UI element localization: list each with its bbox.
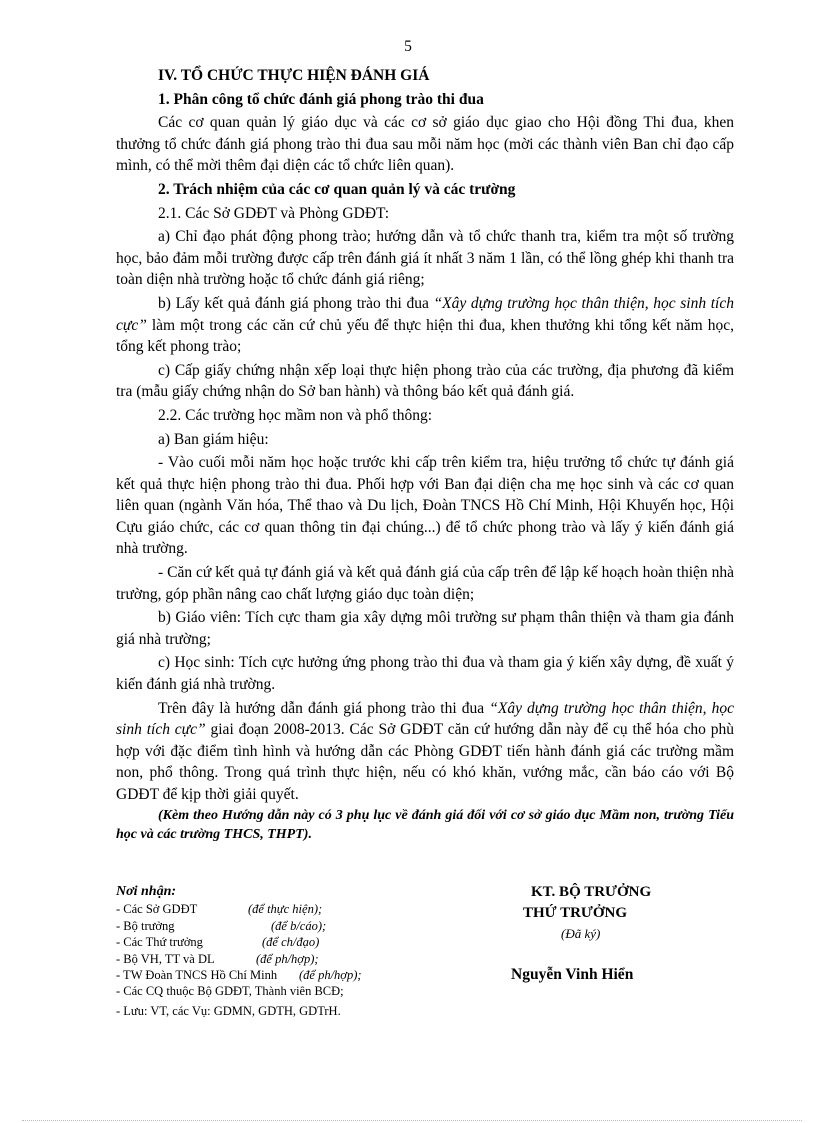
attachment-note: (Kèm theo Hướng dẫn này có 3 phụ lục về đánh giá đối với cơ sở giáo dục Mầm non, trường Tiểu học và các trường THCS, THPT).	[116, 807, 734, 842]
recipient-row	[116, 918, 446, 934]
recipient-name: - Các Thứ trưởng	[116, 935, 203, 950]
page-number: 5	[404, 38, 412, 55]
recipient-row	[116, 967, 446, 983]
section-2-2-item-b: b) Giáo viên: Tích cực tham gia xây dựng môi trường sư phạm thân thiện và tham gia đánh giá nhà trường;	[116, 609, 734, 648]
signature-subtitle: THỨ TRƯỞNG	[523, 905, 628, 921]
recipients-title: Nơi nhận:	[116, 884, 177, 899]
item-b-text-pre: b) Lấy kết quả đánh giá phong trào thi đua	[158, 294, 434, 312]
recipient-role: (để b/cáo);	[271, 918, 327, 933]
recipient-role: (để ph/hợp);	[256, 951, 319, 966]
recipient-name: - Bộ trưởng	[116, 918, 175, 933]
section-2-1-title: 2.1. Các Sở GDĐT và Phòng GDĐT:	[158, 204, 390, 222]
section-2-2-item-a2: - Căn cứ kết quả tự đánh giá và kết quả đánh giá của cấp trên để lập kế hoạch hoàn thiện nhà trường, góp phần nâng cao chất lượng giáo dục toàn diện;	[116, 564, 734, 603]
recipient-row	[116, 951, 446, 967]
recipient-role: (để ch/đạo)	[262, 935, 320, 950]
subsection-1-title: 1. Phân công tổ chức đánh giá phong trào thi đua	[158, 90, 484, 108]
page-bottom-divider	[22, 1120, 802, 1121]
closing-quote: “Xây dựng trường học thân thiện, học sinh tích cực”	[116, 699, 734, 739]
recipient-row	[116, 901, 446, 917]
subsection-1-paragraph: Các cơ quan quản lý giáo dục và các cơ sở giáo dục giao cho Hội đồng Thi đua, khen thưởng tổ chức đánh giá phong trào thi đua sau mỗi năm học (mời các thành viên Ban chỉ đạo cấp mình, có thể mời thêm đại diện các tổ chức liên quan).	[116, 114, 734, 175]
section-2-1-item-c: c) Cấp giấy chứng nhận xếp loại thực hiện phong trào của các trường, địa phương đã kiểm tra (mẫu giấy chứng nhận do Sở ban hành) và thông báo kết quả đánh giá.	[116, 361, 734, 401]
recipient-name: - Bộ VH, TT và DL	[116, 951, 215, 966]
document-footer	[116, 884, 736, 1034]
closing-text-pre: Trên đây là hướng dẫn đánh giá phong trào thi đua	[158, 699, 490, 717]
section-2-2-item-a: a) Ban giám hiệu:	[158, 430, 269, 448]
item-b-quote: “Xây dựng trường học thân thiện, học sinh tích cực”	[116, 294, 734, 334]
signature-status: (Đã ký)	[561, 926, 601, 941]
closing-text-post: giai đoạn 2008-2013. Các Sở GDĐT căn cứ hướng dẫn này để cụ thể hóa cho phù hợp với đặc điểm tình hình và hướng dẫn các Phòng GDĐT tiến hành đánh giá các trường mầm non, phổ thông. Trong quá trình thực hiện, nếu có khó khăn, vướng mắc, cần báo cáo với Bộ GDĐT để kịp thời giải quyết.	[116, 721, 734, 803]
section-2-2-title: 2.2. Các trường học mầm non và phổ thông:	[158, 406, 433, 424]
recipient-name: - TW Đoàn TNCS Hồ Chí Minh	[116, 967, 278, 982]
recipient-name: - Lưu: VT, các Vụ: GDMN, GDTH, GDTrH.	[116, 1003, 341, 1018]
item-b-text-post: làm một trong các căn cứ chủ yếu để thực hiện thi đua, khen thưởng khi tổng kết năm học, tổng kết phong trào;	[116, 316, 734, 356]
recipient-role: (để ph/hợp);	[299, 967, 362, 982]
recipients-block	[116, 884, 446, 1019]
subsection-2-title: 2. Trách nhiệm của các cơ quan quản lý và các trường	[158, 180, 516, 198]
section-2-2-item-c: c) Học sinh: Tích cực hưởng ứng phong trào thi đua và tham gia ý kiến xây dựng, đề xuất ý kiến đánh giá nhà trường.	[116, 654, 734, 694]
recipient-row	[116, 934, 446, 950]
document-body	[116, 65, 734, 844]
section-2-1-item-b	[116, 293, 734, 358]
closing-paragraph	[116, 698, 734, 806]
signature-title: KT. BỘ TRƯỞNG	[531, 884, 652, 900]
recipient-row	[116, 983, 446, 999]
section-2-1-item-a: a) Chỉ đạo phát động phong trào; hướng dẫn và tổ chức thanh tra, kiểm tra một số trường học, bảo đảm mỗi trường được cấp trên đánh giá ít nhất 3 năm 1 lần, có thể lồng ghép khi thanh tra toàn diện nhà trường hoặc tổ chức đánh giá riêng;	[116, 228, 734, 289]
section-title: IV. TỔ CHỨC THỰC HIỆN ĐÁNH GIÁ	[158, 67, 430, 84]
recipient-name: - Các Sở GDĐT	[116, 902, 198, 917]
recipient-role: (để thực hiện);	[248, 902, 323, 917]
recipient-name: - Các CQ thuộc Bộ GDĐT, Thành viên BCĐ;	[116, 984, 344, 999]
section-2-2-item-a1: - Vào cuối mỗi năm học hoặc trước khi cấp trên kiểm tra, hiệu trưởng tổ chức tự đánh giá kết quả thực hiện phong trào thi đua. Phối hợp với Ban đại diện cha mẹ học sinh và các cơ quan liên quan (ngành Văn hóa, Thể thao và Du lịch, Đoàn TNCS Hồ Chí Minh, Hội Khuyến học, Hội Cựu giáo chức, các cơ quan thông tin đại chúng...) để tổ chức phong trào và lấy ý kiến đánh giá nhà trường.	[116, 454, 734, 558]
recipient-row	[116, 1003, 446, 1019]
signer-name: Nguyễn Vinh Hiển	[511, 966, 634, 983]
